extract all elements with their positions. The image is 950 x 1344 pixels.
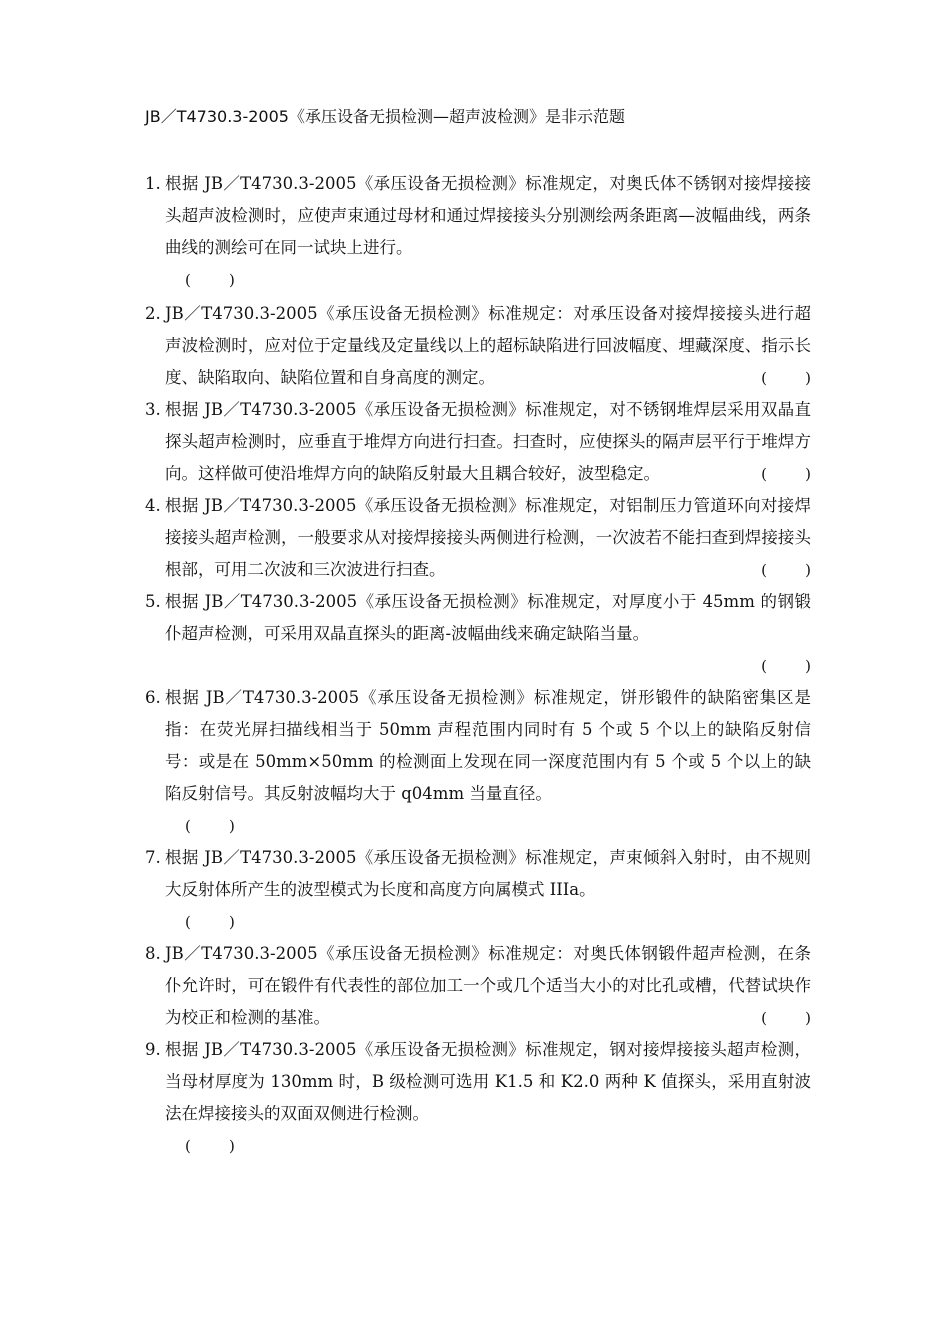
question-text: 根据 JB／T4730.3-2005《承压设备无损检测》标准规定，钢对接焊接接头超声检测，当母材厚度为 130mm 时，B 级检测可选用 K1.5 和 K2.0 两种 K 值探头，采用直射波法在焊接接头的双面双侧进行检测。 xyxy=(165,1040,811,1123)
answer-blank[interactable]: ( ) xyxy=(761,657,811,675)
question-number: 3. xyxy=(145,400,161,419)
question-number: 9. xyxy=(145,1040,161,1059)
question-number: 8. xyxy=(145,944,161,963)
question-text: 根据 JB／T4730.3-2005《承压设备无损检测》标准规定，对厚度小于 45mm 的钢锻仆超声检测，可采用双晶直探头的距离-波幅曲线来确定缺陷当量。 xyxy=(165,592,811,643)
answer-blank[interactable]: ( ) xyxy=(761,1009,811,1027)
question-text: 根据 JB／T4730.3-2005《承压设备无损检测》标准规定，对不锈钢堆焊层采用双晶直探头超声检测时，应垂直于堆焊方向进行扫查。扫查时，应使探头的隔声层平行于堆焊方向。这样做可使沿堆焊方向的缺陷反射最大且耦合较好，波型稳定。 xyxy=(165,400,811,483)
question-item xyxy=(145,586,811,682)
document-title: JB／T4730.3-2005《承压设备无损检测—超声波检测》是非示范题 xyxy=(145,107,625,126)
answer-blank[interactable]: ( ) xyxy=(185,913,235,931)
question-number: 4. xyxy=(145,496,161,515)
question-text: 根据 JB／T4730.3-2005《承压设备无损检测》标准规定，声束倾斜入射时，由不规则大反射体所产生的波型模式为长度和高度方向属模式 IIIa。 xyxy=(165,848,811,899)
answer-blank[interactable]: ( ) xyxy=(185,817,235,835)
question-item xyxy=(145,490,811,586)
question-text: JB／T4730.3-2005《承压设备无损检测》标准规定：对承压设备对接焊接接头进行超声波检测时，应对位于定量线及定量线以上的超标缺陷进行回波幅度、埋藏深度、指示长度、缺陷取向、缺陷位置和自身高度的测定。 xyxy=(165,304,811,387)
question-number: 6. xyxy=(145,688,161,707)
question-item xyxy=(145,682,811,842)
question-item xyxy=(145,298,811,394)
question-item xyxy=(145,842,811,938)
question-number: 7. xyxy=(145,848,161,867)
answer-blank[interactable]: ( ) xyxy=(185,1137,235,1155)
question-text: 根据 JB／T4730.3-2005《承压设备无损检测》标准规定，对铝制压力管道环向对接焊接接头超声检测，一般要求从对接焊接接头两侧进行检测，一次波若不能扫查到焊接接头根部，可用二次波和三次波进行扫查。 xyxy=(165,496,811,579)
question-item xyxy=(145,1034,811,1162)
question-text: 根据 JB／T4730.3-2005《承压设备无损检测》标准规定，对奥氏体不锈钢对接焊接接头超声波检测时，应使声束通过母材和通过焊接接头分别测绘两条距离—波幅曲线，两条曲线的测绘可在同一试块上进行。 xyxy=(165,174,811,257)
question-item xyxy=(145,168,811,296)
question-text: JB／T4730.3-2005《承压设备无损检测》标准规定：对奥氏体钢锻件超声检测，在条仆允许时，可在锻件有代表性的部位加工一个或几个适当大小的对比孔或槽，代替试块作为校正和检测的基准。 xyxy=(165,944,811,1027)
answer-blank[interactable]: ( ) xyxy=(185,271,235,289)
question-list xyxy=(145,168,811,1162)
question-item xyxy=(145,938,811,1034)
answer-blank[interactable]: ( ) xyxy=(761,465,811,483)
question-item xyxy=(145,394,811,490)
question-number: 2. xyxy=(145,304,161,323)
question-number: 5. xyxy=(145,592,161,611)
answer-blank[interactable]: ( ) xyxy=(761,369,811,387)
answer-blank[interactable]: ( ) xyxy=(761,561,811,579)
question-number: 1. xyxy=(145,174,161,193)
question-text: 根据 JB／T4730.3-2005《承压设备无损检测》标准规定，饼形锻件的缺陷密集区是指：在荧光屏扫描线相当于 50mm 声程范围内同时有 5 个或 5 个以上的缺陷反射信号：或是在 50mm×50mm 的检测面上发现在同一深度范围内有 5 个或 5 个以上的缺陷反射信号。其反射波幅均大于 q04mm 当量直径。 xyxy=(165,688,811,803)
